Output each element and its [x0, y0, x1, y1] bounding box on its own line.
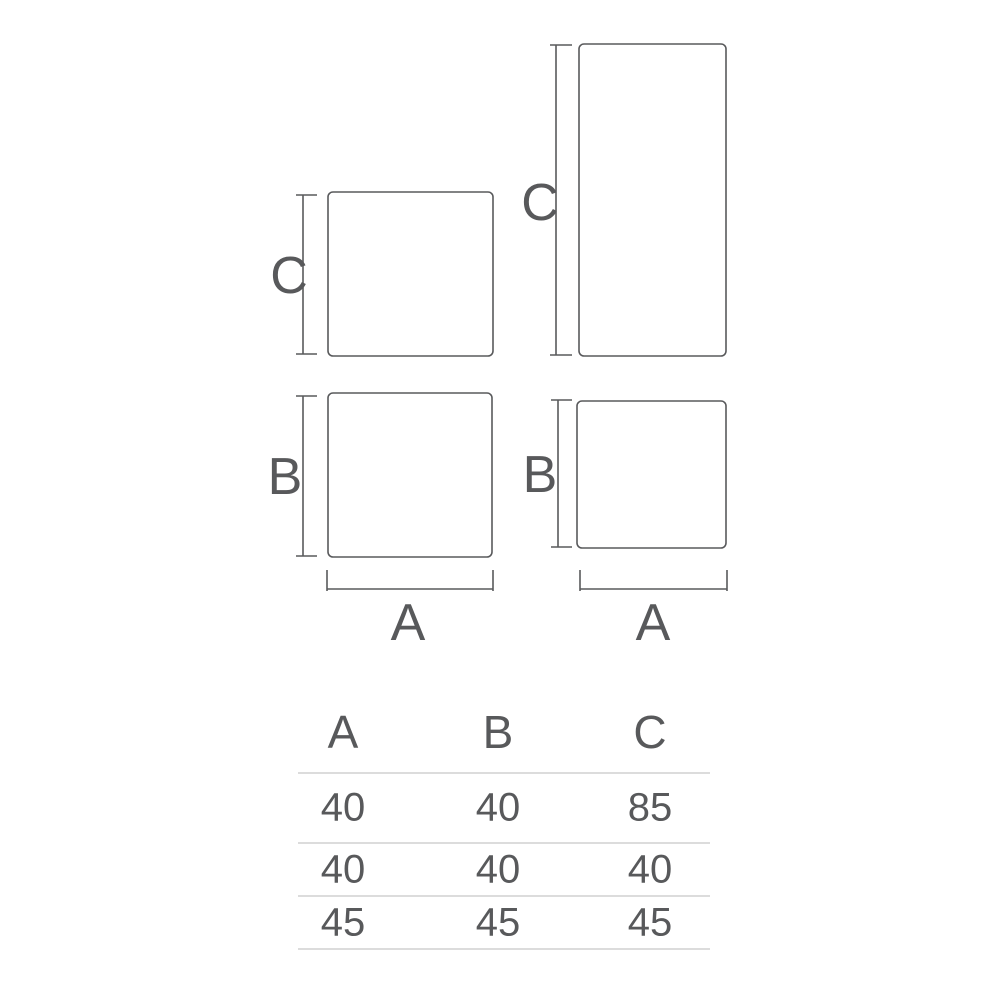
dimension-label-a-bottom-left: A — [390, 594, 426, 652]
table-row — [298, 774, 710, 844]
dimension-label-b-bottom-right: B — [522, 446, 558, 504]
table-header-row — [298, 692, 710, 774]
table-header-b: B — [482, 706, 514, 758]
box-outline-bottom-left — [328, 393, 492, 557]
table-cell-c: 45 — [627, 900, 673, 944]
table-cell-b: 45 — [475, 900, 521, 944]
table-cell-a: 40 — [320, 847, 366, 891]
dimension-label-c-top-right: C — [521, 174, 559, 232]
dimension-label-b-bottom-left: B — [267, 448, 303, 506]
table-header-a: A — [327, 706, 359, 758]
table-cell-c: 85 — [627, 785, 673, 830]
dimension-line-a-bottom-left — [327, 570, 493, 591]
dimension-line-a-bottom-right — [580, 570, 727, 591]
dimension-label-c-top-left: C — [270, 247, 308, 305]
table-cell-b: 40 — [475, 847, 521, 891]
table-header-c: C — [633, 706, 667, 758]
table-row — [298, 897, 710, 950]
dimensions-table — [298, 692, 710, 950]
table-cell-a: 40 — [320, 785, 366, 830]
box-outline-top-left — [328, 192, 493, 356]
table-cell-b: 40 — [475, 785, 521, 830]
box-outline-bottom-right — [577, 401, 726, 548]
table-row — [298, 844, 710, 897]
box-outline-top-right-tall — [579, 44, 726, 356]
dimension-label-a-bottom-right: A — [635, 594, 671, 652]
table-cell-c: 40 — [627, 847, 673, 891]
table-cell-a: 45 — [320, 900, 366, 944]
